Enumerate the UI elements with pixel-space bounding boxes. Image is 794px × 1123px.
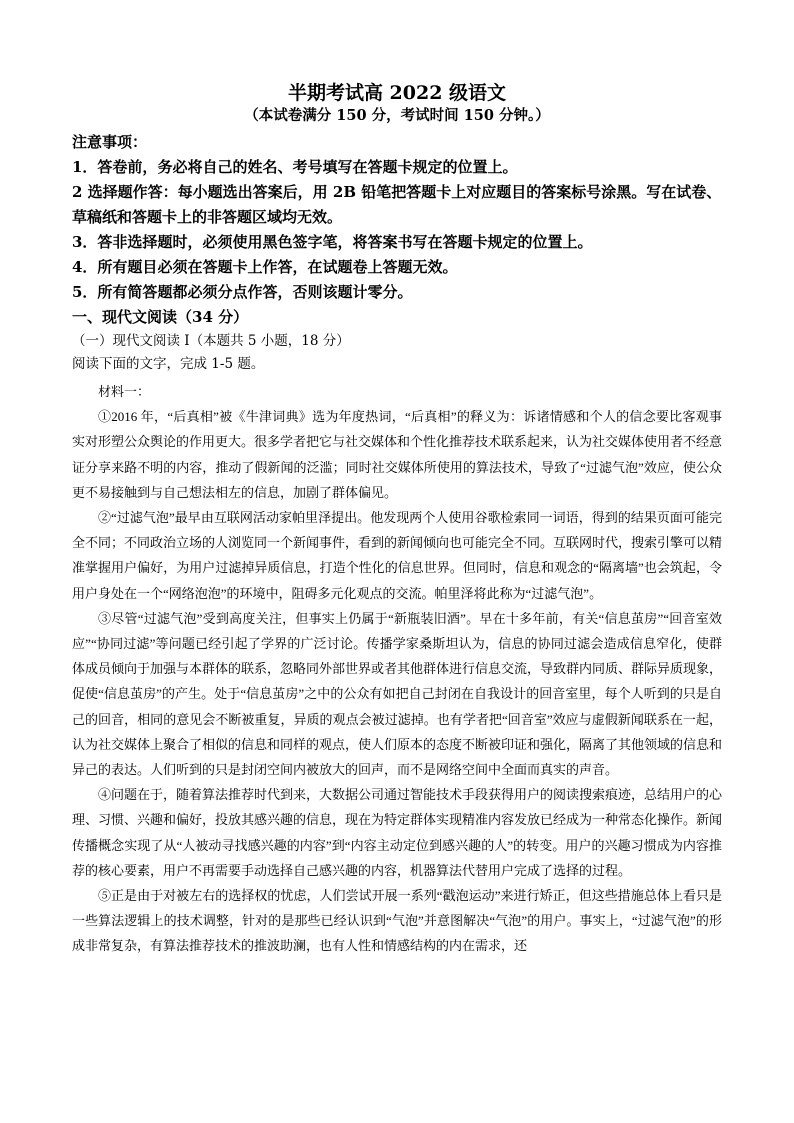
passage-paragraph: ①2016 年，“后真相”被《牛津词典》选为年度热词，“后真相”的释义为：诉诸情感和个人的信念要比客观事实对形塑公众舆论的作用更大。很多学者把它与社交媒体和个性化推荐技术联系起来，认为社交媒体使用者不经意证分享来路不明的内容，推动了假新闻的泛滥；同时社交媒体所使用的算法技术，导致了“过滤气泡”效应，使公众更不易接触到与自己想法相左的信息，加剧了群体偏见。 (72, 409, 723, 500)
passage-paragraph: ③尽管“过滤气泡”受到高度关注，但事实上仍属于“新瓶装旧酒”。早在十多年前，有关“信息茧房”“回音室效应”“协同过滤”等问题已经引起了学界的广泛讨论。传播学家桑斯坦认为，信息的协同过滤会造成信息窄化，使群体成员倾向于加强与本群体的联系，忽略同外部世界或者其他群体进行信息交流，导致群内同质、群际异质现象，促使“信息茧房”的产生。处于“信息茧房”之中的公众有如把自己封闭在自我设计的回音室里，每个人听到的只是自己的回音，相同的意见会不断被重复，异质的观点会被过滤掉。也有学者把“回音室”效应与虚假新闻联系在一起，认为社交媒体上聚合了相似的信息和同样的观点，使人们原本的态度不断被印证和强化，隔离了其他领域的信息和异己的表达。人们听到的只是封闭空间内被放大的回声，而不是网络空间中全面而真实的声音。 (72, 610, 723, 778)
notice-item: 4．所有题目必须在答题卡上作答，在试题卷上答题无效。 (72, 258, 458, 276)
section-sub-heading: （一）现代文阅读 I（本题共 5 小题，18 分） (72, 333, 350, 349)
exam-subtitle: （本试卷满分 150 分，考试时间 150 分钟。） (244, 107, 550, 124)
passage-paragraph: ②“过滤气泡”最早由互联网活动家帕里泽提出。他发现两个人使用谷歌检索同一词语，得到的结果页面可能完全不同；不同政治立场的人浏览同一个新闻事件，看到的新闻倾向也可能完全不同。互联网时代，搜索引擎可以精准掌握用户偏好，为用户过滤掉异质信息，打造个性化的信息世界。但同时，信息和观念的“隔离墙”也会筑起，令用户身处在一个“网络泡泡”的环境中，阻碍多元化观点的交流。帕里泽将此称为“过滤气泡”。 (72, 510, 723, 601)
section-heading: 一、现代文阅读（34 分） (72, 308, 249, 326)
notice-item: 2 选择题作答：每小题选出答案后，用 2B 铅笔把答题卡上对应题目的答案标号涂黑。写在试卷、草稿纸和答题卡上的非答题区域均无效。 (72, 183, 722, 226)
notice-item: 3．答非选择题时，必须使用黑色签字笔，将答案书写在答题卡规定的位置上。 (72, 233, 593, 251)
passage-paragraph: ④问题在于，随着算法推荐时代到来，大数据公司通过智能技术手段获得用户的阅读搜索痕迹，总结用户的心理、习惯、兴趣和偏好，投放其感兴趣的信息，现在为特定群体实现精准内容发放已经成为一种常态化操作。新闻传播概念实现了从“人被动寻找感兴趣的内容”到“内容主动定位到感兴趣的人”的转变。用户的兴趣习惯成为内容推荐的核心要素，用户不再需要手动选择自己感兴趣的内容，机器算法代替用户完成了选择的过程。 (72, 787, 723, 878)
notice-heading: 注意事项： (72, 133, 148, 151)
notice-item: 5．所有简答题都必须分点作答，否则该题计零分。 (72, 283, 413, 301)
section-instruction: 阅读下面的文字，完成 1-5 题。 (72, 356, 265, 372)
material-label: 材料一： (98, 384, 151, 399)
notice-item: 1．答卷前，务必将自己的姓名、考号填写在答题卡规定的位置上。 (72, 158, 518, 176)
passage-paragraph: ⑤正是由于对被左右的选择权的忧虑，人们尝试开展一系列“戳泡运动”来进行矫正，但这些措施总体上看只是一些算法逻辑上的技术调整，针对的是那些已经认识到“气泡”并意图解决“气泡”的用户。事实上，“过滤气泡”的形成非常复杂，有算法推荐技术的推波助澜，也有人性和情感结构的内在需求，还 (72, 888, 722, 954)
exam-title: 半期考试高 2022 级语文 (287, 82, 507, 104)
reading-passage (72, 379, 722, 959)
